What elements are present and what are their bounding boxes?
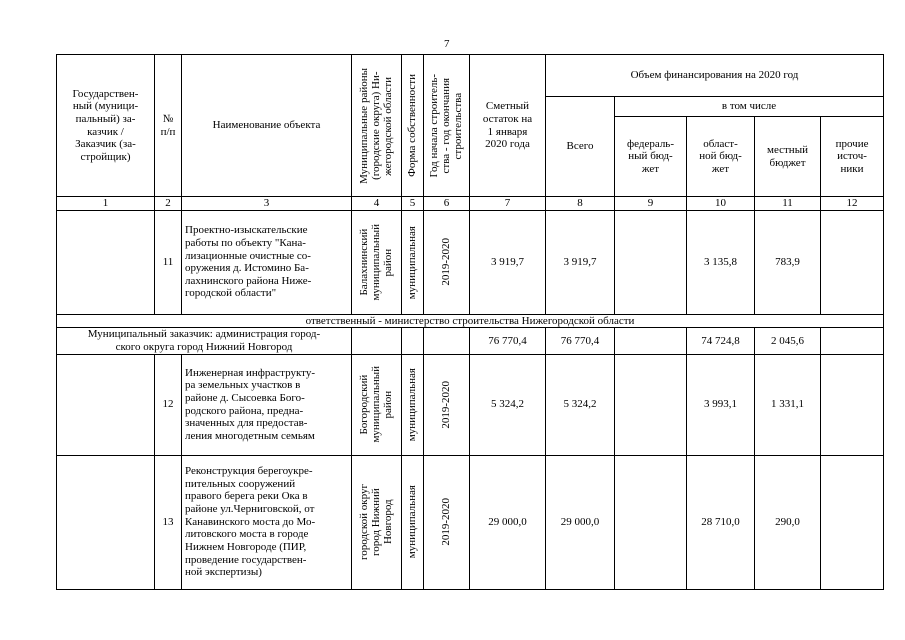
- header-object-name: Наименование объекта: [182, 55, 352, 197]
- header-estimate-remainder: Сметный остаток на 1 января 2020 года: [470, 55, 546, 197]
- cell-years: 2019-2020: [424, 455, 470, 589]
- cell-remainder: 76 770,4: [470, 328, 546, 354]
- cell-empty: [424, 328, 470, 354]
- col-number: 9: [615, 197, 687, 211]
- page-number: 7: [444, 38, 450, 50]
- cell-total: 3 919,7: [546, 210, 615, 314]
- section-responsible: ответственный - министерство строительства Нижегородской области: [57, 314, 884, 328]
- cell-empty: [402, 328, 424, 354]
- cell-object-name: Проектно-изыскательские работы по объекту "Кана- лизационные очистные со- оружения д. Истомино Ба- лахнинского района Ниже- городской области": [182, 210, 352, 314]
- col-number: 6: [424, 197, 470, 211]
- cell-regional: 3 135,8: [687, 210, 755, 314]
- cell-district: Богородский муниципальный район: [352, 354, 402, 455]
- cell-other: [821, 328, 884, 354]
- table-row: [57, 210, 884, 314]
- cell-total: 5 324,2: [546, 354, 615, 455]
- cell-customer: [57, 354, 155, 455]
- cell-regional: 3 993,1: [687, 354, 755, 455]
- cell-years: 2019-2020: [424, 354, 470, 455]
- header-financing-title: Объем финансирования на 2020 год: [546, 55, 884, 97]
- header-number: № п/п: [155, 55, 182, 197]
- cell-other: [821, 354, 884, 455]
- cell-years: 2019-2020: [424, 210, 470, 314]
- cell-local: 2 045,6: [755, 328, 821, 354]
- cell-federal: [615, 354, 687, 455]
- cell-remainder: 3 919,7: [470, 210, 546, 314]
- table-row: [57, 354, 884, 455]
- col-number: 4: [352, 197, 402, 211]
- header-federal: федераль- ный бюд- жет: [615, 117, 687, 197]
- col-number: 5: [402, 197, 424, 211]
- cell-empty: [352, 328, 402, 354]
- header-other: прочие источ- ники: [821, 117, 884, 197]
- cell-number: 11: [155, 210, 182, 314]
- header-total: Всего: [546, 97, 615, 197]
- col-number: 12: [821, 197, 884, 211]
- cell-ownership: муниципальная: [402, 354, 424, 455]
- col-number: 3: [182, 197, 352, 211]
- cell-number: 13: [155, 455, 182, 589]
- header-years: Год начала строитель- ства - год окончания строительства: [424, 55, 470, 197]
- header-ownership: Форма собственности: [402, 55, 424, 197]
- col-number: 11: [755, 197, 821, 211]
- header-customer: Государствен- ный (муници- пальный) за- казчик / Заказчик (за- стройщик): [57, 55, 155, 197]
- cell-local: 783,9: [755, 210, 821, 314]
- cell-regional: 74 724,8: [687, 328, 755, 354]
- section-row: [57, 314, 884, 328]
- cell-number: 12: [155, 354, 182, 455]
- customer-name: Муниципальный заказчик: администрация город- ского округа город Нижний Новгород: [57, 328, 352, 354]
- column-numbers-row: [57, 197, 884, 211]
- cell-regional: 28 710,0: [687, 455, 755, 589]
- cell-customer: [57, 210, 155, 314]
- cell-other: [821, 455, 884, 589]
- cell-remainder: 5 324,2: [470, 354, 546, 455]
- col-number: 8: [546, 197, 615, 211]
- cell-total: 29 000,0: [546, 455, 615, 589]
- cell-district: городской округ город Нижний Новгород: [352, 455, 402, 589]
- header-local: местный бюджет: [755, 117, 821, 197]
- cell-object-name: Реконструкция берегоукре- пительных сооружений правого берега реки Ока в районе ул.Черниговской, от Канавинского моста до Мо- литовского моста в городе Нижнем Новгороде (ПИР, проведение государствен- ной экспертизы): [182, 455, 352, 589]
- col-number: 10: [687, 197, 755, 211]
- header-districts: Муниципальные районы (городские округа) Ни- жегородской области: [352, 55, 402, 197]
- customer-row: [57, 328, 884, 354]
- cell-customer: [57, 455, 155, 589]
- header-regional: област- ной бюд- жет: [687, 117, 755, 197]
- cell-other: [821, 210, 884, 314]
- header-including: в том числе: [615, 97, 884, 117]
- financing-table: [56, 54, 884, 590]
- cell-object-name: Инженерная инфраструкту- ра земельных участков в районе д. Сысоевка Бого- родского района, предна- значенных для предостав- ления многодетным семьям: [182, 354, 352, 455]
- cell-ownership: муниципальная: [402, 210, 424, 314]
- col-number: 1: [57, 197, 155, 211]
- cell-local: 1 331,1: [755, 354, 821, 455]
- cell-ownership: муниципальная: [402, 455, 424, 589]
- cell-total: 76 770,4: [546, 328, 615, 354]
- header-row-1: [57, 55, 884, 97]
- cell-federal: [615, 210, 687, 314]
- table-row: [57, 455, 884, 589]
- cell-federal: [615, 328, 687, 354]
- cell-district: Балахнинский муниципальный район: [352, 210, 402, 314]
- cell-federal: [615, 455, 687, 589]
- cell-local: 290,0: [755, 455, 821, 589]
- col-number: 2: [155, 197, 182, 211]
- cell-remainder: 29 000,0: [470, 455, 546, 589]
- col-number: 7: [470, 197, 546, 211]
